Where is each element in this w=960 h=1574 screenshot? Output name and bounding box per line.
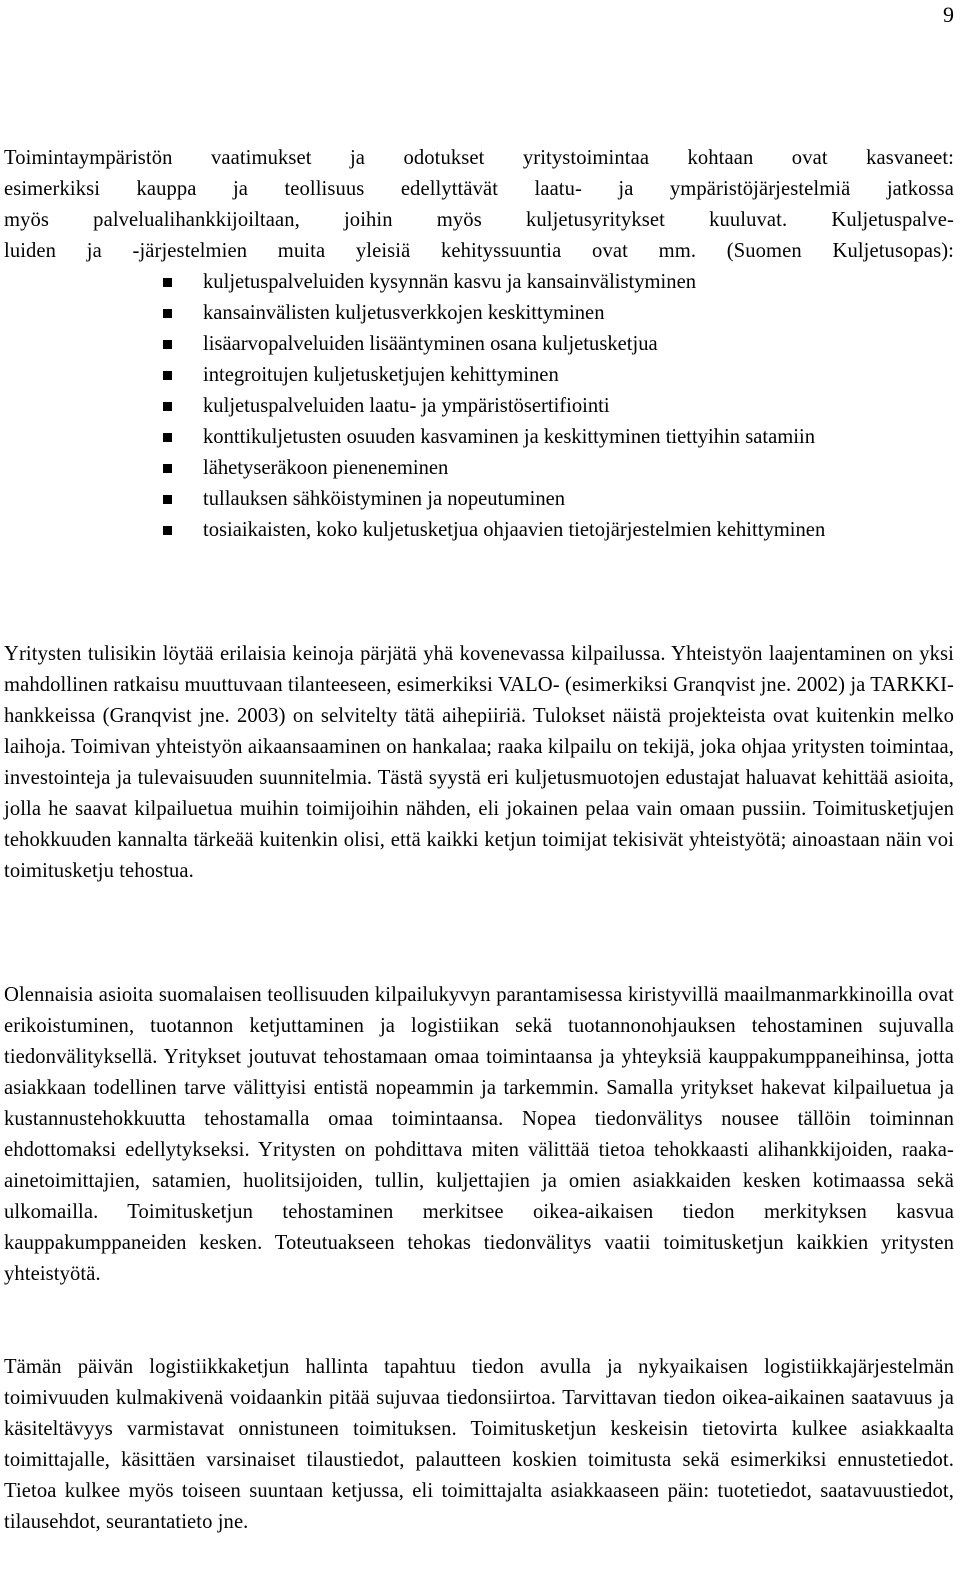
intro-line: luiden ja -järjestelmien muita yleisiä kehityssuuntia ovat mm. (Suomen Kuljetusopas): bbox=[4, 240, 954, 262]
list-item-text: tullauksen sähköistyminen ja nopeutuminen bbox=[203, 488, 566, 510]
bullet-icon bbox=[163, 278, 172, 287]
list-item bbox=[0, 360, 955, 391]
list-item bbox=[0, 298, 955, 329]
paragraph-information-flow: Tämän päivän logistiikkaketjun hallinta tapahtuu tiedon avulla ja nykyaikaisen logistiikkajärjestelmän toimivuuden kulmakivenä voidaankin pitää sujuvaa tiedonsiirtoa. Tarvittavan tiedon oikea-aikainen saatavuus ja käsiteltävyys varmistavat onnistuneen toimituksen. Toimitusketjun keskeisin tietovirta kulkee asiakkaalta toimittajalle, käsittäen varsinaiset tilaustiedot, palautteen koskien toimitusta sekä esimerkiksi ennustetiedot. Tietoa kulkee myös toiseen suuntaan ketjussa, eli toimittajalta asiakkaaseen päin: tuotetiedot, saatavuustiedot, tilausehdot, seurantatieto jne. bbox=[4, 1356, 954, 1533]
bullet-icon bbox=[163, 371, 172, 380]
list-item-text: tosiaikaisten, koko kuljetusketjua ohjaavien tietojärjestelmien kehittyminen bbox=[203, 519, 826, 541]
bullet-icon bbox=[163, 340, 172, 349]
list-item-text: lisäarvopalveluiden lisääntyminen osana kuljetusketjua bbox=[203, 333, 658, 355]
intro-line: Toimintaympäristön vaatimukset ja odotukset yritystoimintaa kohtaan ovat kasvaneet: bbox=[4, 147, 954, 169]
bullet-icon bbox=[163, 495, 172, 504]
list-item bbox=[0, 329, 955, 360]
list-item bbox=[0, 484, 955, 515]
paragraph-cooperation: Yritysten tulisikin löytää erilaisia keinoja pärjätä yhä kovenevassa kilpailussa. Yhteistyön laajentaminen on yksi mahdollinen ratkaisu muuttuvaan tilanteeseen, esimerkiksi VALO- (esimerkiksi Granqvist jne. 2002) ja TARKKI-hankkeissa (Granqvist jne. 2003) on selvitelty tätä aihepiiriä. Tulokset näistä projekteista ovat kuitenkin melko laihoja. Toimivan yhteistyön aikaansaaminen on hankalaa; raaka kilpailu on tekijä, joka ohjaa yritysten toimintaa, investointeja ja tulevaisuuden suunnitelmia. Tästä syystä eri kuljetusmuotojen edustajat haluavat kehittää asioita, jolla he saavat kilpailuetua muihin toimijoihin nähden, eli jokainen pelaa vain omaan pussiin. Toimitusketjujen tehokkuuden kannalta tärkeää kuitenkin olisi, että kaikki ketjun toimijat tekisivät yhteistyötä; ainoastaan näin voi toimitusketju tehostua. bbox=[4, 643, 954, 882]
bullet-icon bbox=[163, 526, 172, 535]
list-item-text: kuljetuspalveluiden kysynnän kasvu ja kansainvälistyminen bbox=[203, 271, 697, 293]
intro-line: esimerkiksi kauppa ja teollisuus edellyttävät laatu- ja ympäristöjärjestelmiä jatkossa bbox=[4, 178, 954, 200]
list-item bbox=[0, 267, 955, 298]
list-item-text: konttikuljetusten osuuden kasvaminen ja keskittyminen tiettyihin satamiin bbox=[203, 426, 816, 448]
trend-list bbox=[0, 267, 960, 546]
bullet-icon bbox=[163, 402, 172, 411]
paragraph-competitiveness: Olennaisia asioita suomalaisen teollisuuden kilpailukyvyn parantamisessa kiristyvillä maailmanmarkkinoilla ovat erikoistuminen, tuotannon ketjuttaminen ja logistiikan sekä tuotannonohjauksen tehostaminen sujuvalla tiedonvälityksellä. Yritykset joutuvat tehostamaan omaa toimintaansa ja yhteyksiä kauppakumppaneihinsa, jotta asiakkaan todellinen tarve välittyisi entistä nopeammin ja tarkemmin. Samalla yritykset hakevat kilpailuetua ja kustannustehokkuutta tehostamalla omaa toimintaansa. Nopea tiedonvälitys nousee tällöin toiminnan ehdottomaksi edellytykseksi. Yritysten on pohdittava miten välittää tietoa tehokkaasti alihankkijoiden, raaka-ainetoimittajien, satamien, huolitsijoiden, tullin, kuljettajien ja omien asiakkaiden kesken kotimaassa sekä ulkomailla. Toimitusketjun tehostaminen merkitsee oikea-aikaisen tiedon merkityksen kasvua kauppakumppaneiden kesken. Toteutuakseen tehokas tiedonvälitys vaatii toimitusketjun kaikkien yritysten yhteistyötä. bbox=[4, 984, 954, 1285]
list-item-text: kansainvälisten kuljetusverkkojen keskittyminen bbox=[203, 302, 605, 324]
list-item bbox=[0, 453, 955, 484]
bullet-icon bbox=[163, 433, 172, 442]
list-item bbox=[0, 422, 955, 453]
list-item bbox=[0, 515, 955, 546]
bullet-icon bbox=[163, 309, 172, 318]
list-item bbox=[0, 391, 955, 422]
list-item-text: kuljetuspalveluiden laatu- ja ympäristösertifiointi bbox=[203, 395, 610, 417]
page-number: 9 bbox=[943, 2, 954, 27]
intro-line: myös palvelualihankkijoiltaan, joihin myös kuljetusyritykset kuuluvat. Kuljetuspalve- bbox=[4, 209, 954, 231]
list-item-text: lähetyseräkoon pieneneminen bbox=[203, 457, 449, 479]
list-item-text: integroitujen kuljetusketjujen kehittyminen bbox=[203, 364, 559, 386]
intro-paragraph bbox=[4, 143, 954, 267]
bullet-icon bbox=[163, 464, 172, 473]
